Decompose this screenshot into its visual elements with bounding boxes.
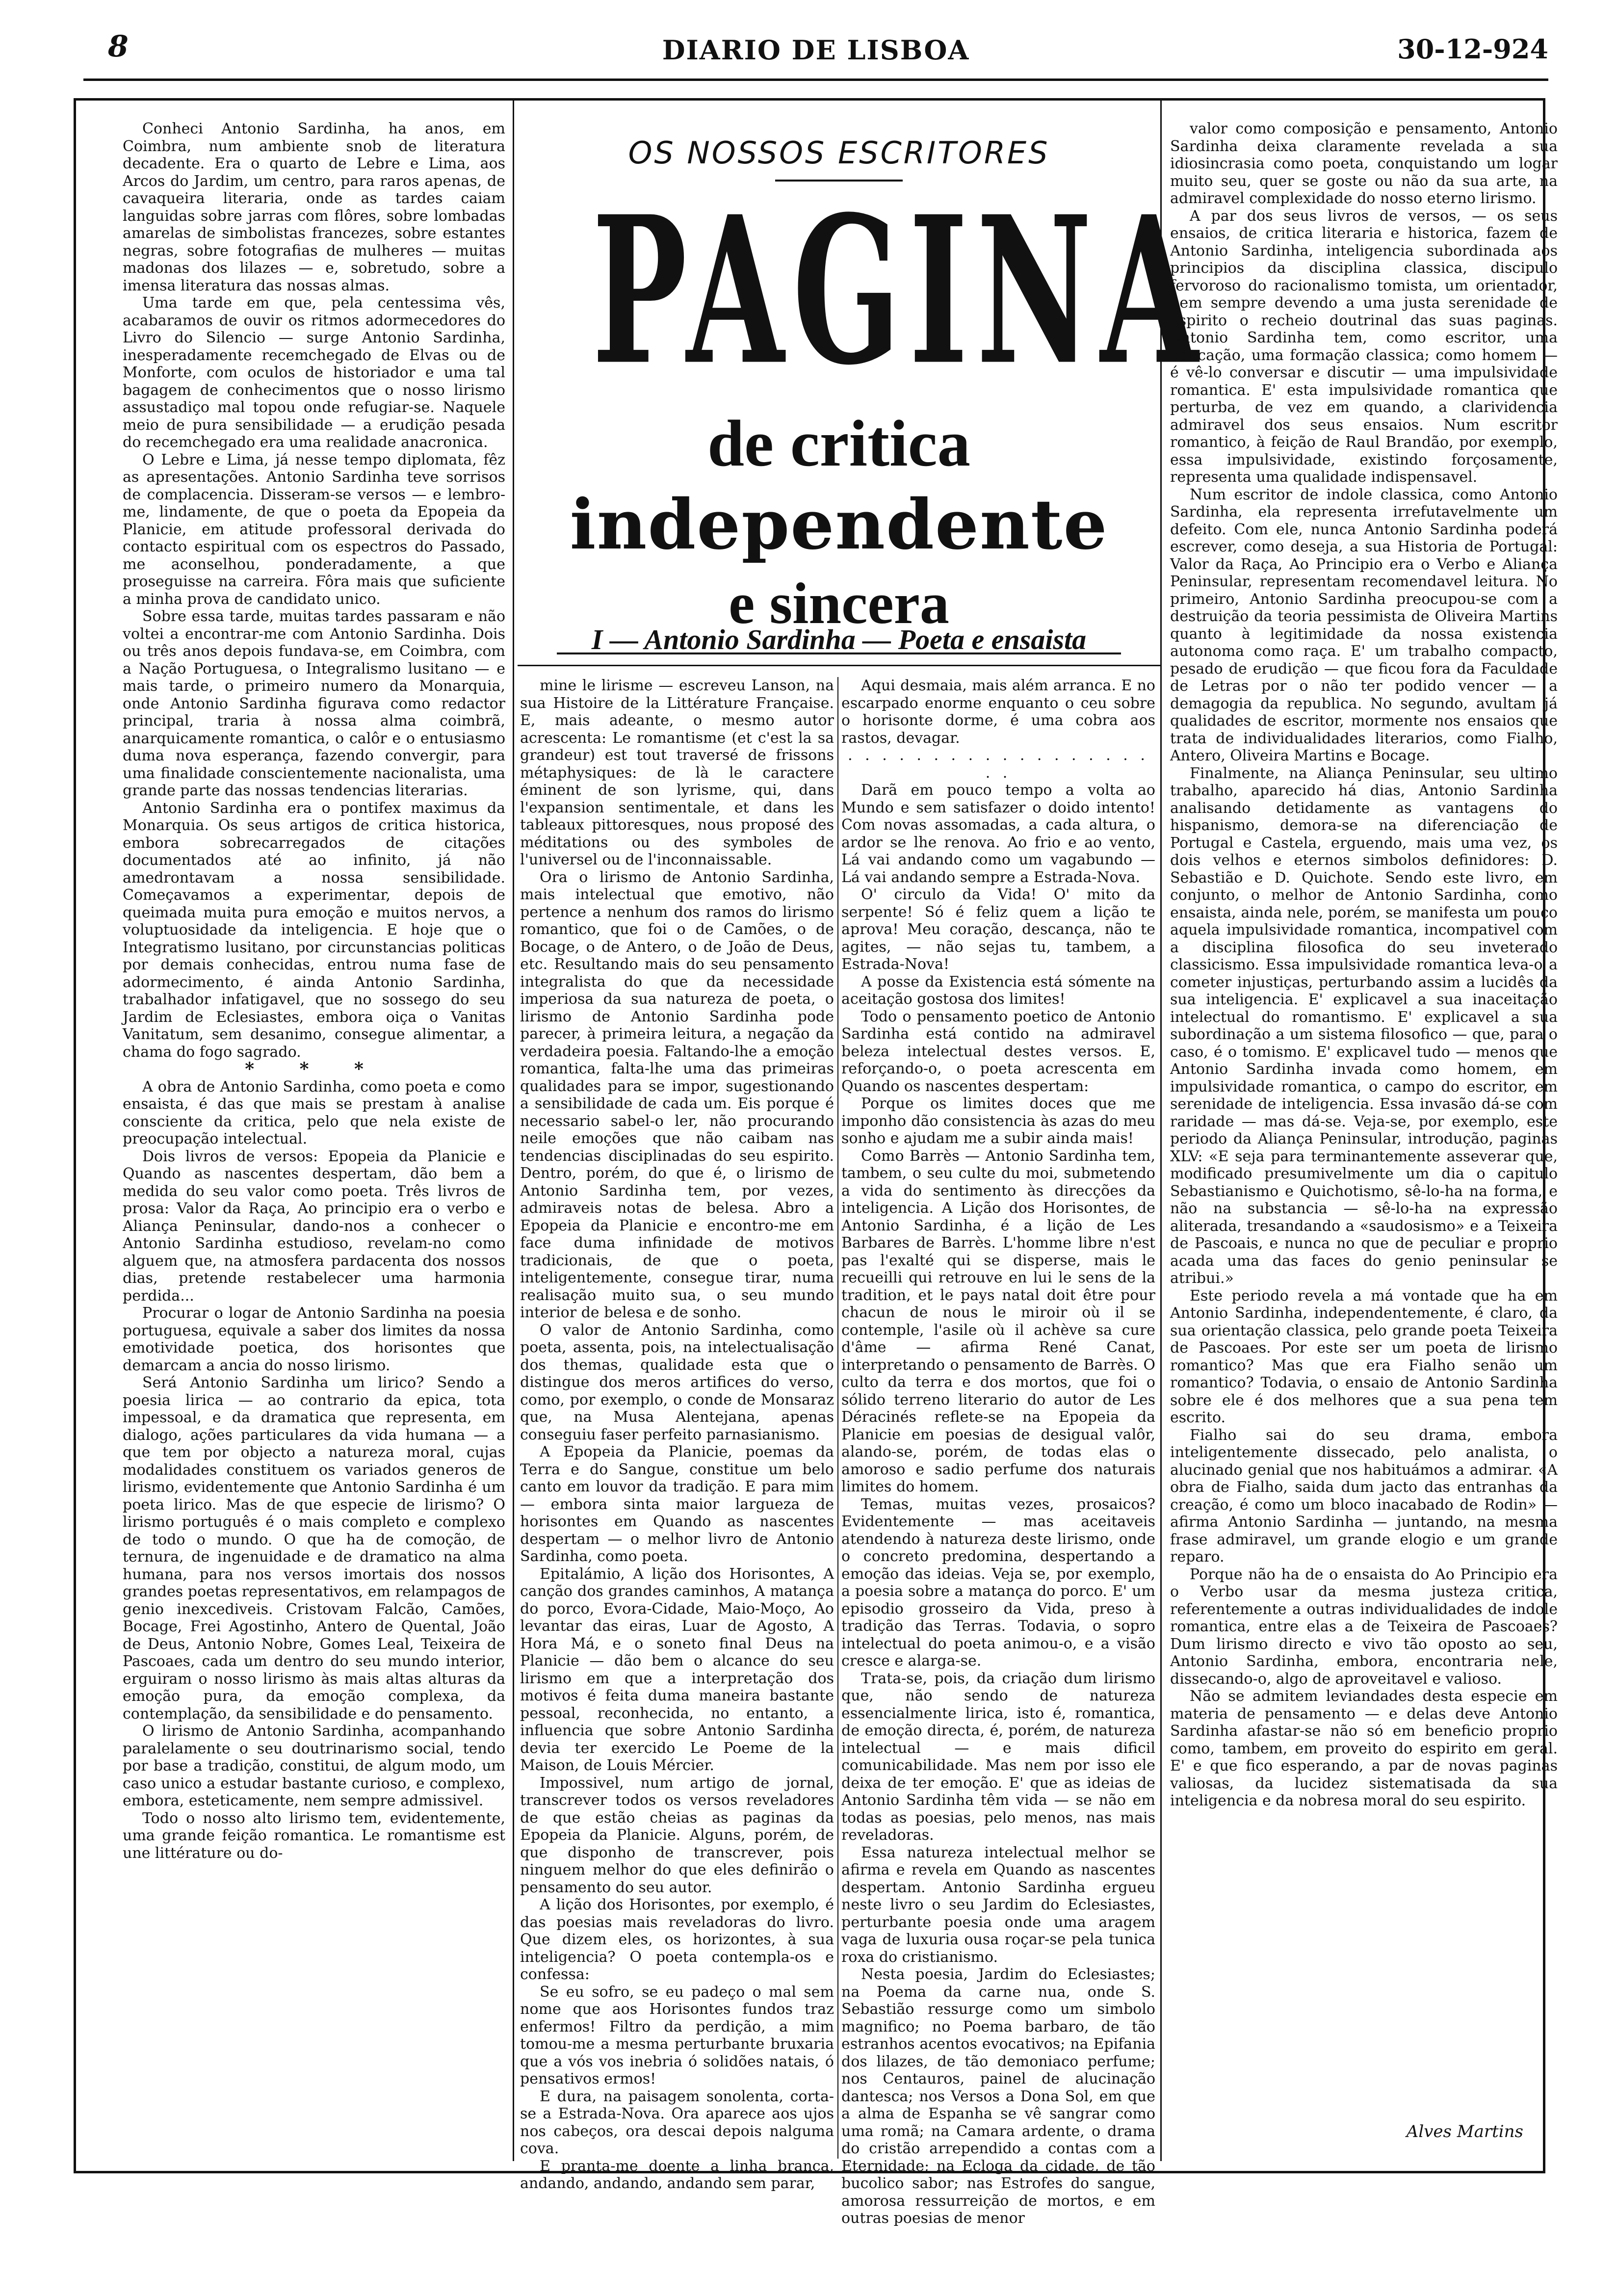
header-rule [83, 78, 1548, 81]
paragraph: Sobre essa tarde, muitas tardes passaram e não voltei a encontrar-me com Antonio Sardinha. Dois ou três anos depois fundava-se, em Coimbra, com a Nação Portuguesa, o Integralismo lusitano — e mais tarde, o primeiro numero da Monarquia, onde Antonio Sardinha figurava como redactor principal, traria à nossa alma coimbrã, anarquicamente romantica, o calôr e o entusiasmo duma nova esperança, fazendo convergir, para uma finalidade conscientemente nacionalista, uma grande parte das nossas tendencias literarias. [123, 608, 505, 799]
paragraph: O lirismo de Antonio Sardinha, acompanhando paralelamente o seu doutrinarismo social, tendo por base a tradição, constitui, de algum modo, um caso unico a estudar bastante curioso, e complexo, embora, esteticamente, nem sempre admissivel. [123, 1722, 505, 1809]
paragraph: Dois livros de versos: Epopeia da Planicie e Quando as nascentes despertam, dão bem a medida do seu valor como poeta. Três livros de prosa: Valor da Raça, Ao principio era o verbo e Aliança Peninsular, dando-nos a conhecer o Antonio Sardinha estudioso, revelam-no como alguem que, na atmosfera pardacenta dos nossos dias, pretende restabelecer uma harmonia perdida... [123, 1148, 505, 1305]
paragraph: Essa natureza intelectual melhor se afirma e revela em Quando as nascentes despertam. Antonio Sardinha ergueu neste livro o seu Jardim do Eclesiastes, perturbante poesia onde uma aragem vaga de luxuria ousa roçar-se pela tunica roxa do cristianismo. [841, 1844, 1155, 1966]
section-title: I — Antonio Sardinha — Poeta e ensaista [591, 624, 1087, 655]
paragraph: Epitalámio, A lição dos Horisontes, A canção dos grandes caminhos, A matança do porco, Evora-Cidade, Maio-Moço, Ao levantar das eiras, Luar de Agosto, A Hora Má, e o soneto final Deus na Planicie — dão bem o alcance do seu lirismo em que a interpretação dos motivos é feita duma maneira bastante pessoal, reconhecida, no entanto, a influencia que sobre Antonio Sardinha devia ter exercido Le Poeme de la Maison, de Louis Mércier. [520, 1565, 834, 1774]
paragraph: Como Barrès — Antonio Sardinha tem, tambem, o seu culte du moi, submetendo a vida do sentimento às direcções da inteligencia. A Lição dos Horisontes, de Antonio Sardinha, é a lição de Les Barbares de Barrès. L'homme libre n'est pas l'exalté qui se disperse, mais le recueilli qui retrouve en lui le sens de la tradition, et le pays natal doit être pour chacun de nous le miroir où il se contemple, l'asile où il achève sa cure d'âme — afirma René Canat, interpretando o pensamento de Barrès. O culto da terra e dos mortos, que foi o sólido terreno literario do autor de Les Déracinés reflete-se na Epopeia da Planicie em poesias de desigual valôr, alando-se, porém, de todas elas o amoroso e sadio perfume dos naturais limites do homem. [841, 1147, 1155, 1495]
paragraph: Procurar o logar de Antonio Sardinha na poesia portuguesa, equivale a saber dos limites da nossa emotividade poetica, dos horisontes que demarcam a ancia do nosso lirismo. [123, 1305, 505, 1374]
paragraph: A lição dos Horisontes, por exemplo, é das poesias mais reveladoras do livro. Que dizem eles, os horizontes, à sua inteligencia? O poeta contempla-os e confessa: [520, 1896, 834, 1983]
paragraph: Antonio Sardinha era o pontifex maximus da Monarquia. Os seus artigos de critica historica, embora sobrecarregados de citações documentados até ao infinito, já não amedrontavam a nossa sensibilidade. Começavamos a experimentar, depois de queimada muita pura emoção e muitos nervos, a voluptuosidade da inteligencia. E hoje que o Integratismo lusitano, por circunstancias politicas por demais conhecidas, entrou numa fase de adormecimento, é ainda Antonio Sardinha, trabalhador infatigavel, que no sossego do seu Jardim de Eclesiastes, embora oiça o Vanitas Vanitatum, sem desanimo, consegue alimentar, a chama do fogo sagrado. [123, 799, 505, 1061]
paragraph: Todo o nosso alto lirismo tem, evidentemente, uma grande feição romantica. Le romantisme est une littérature ou do- [123, 1809, 505, 1862]
page-header [83, 29, 1548, 69]
article-frame [74, 98, 1558, 2227]
headline-line-3: e sincera [729, 571, 949, 636]
paragraph: Todo o pensamento poetico de Antonio Sardinha está contido na admiravel beleza intelectual destes versos. E, reforçando-o, o poeta acrescenta em Quando os nascentes despertam: [841, 1008, 1155, 1095]
paragraph: Num escritor de indole classica, como Antonio Sardinha, ela representa irrefutavelmente um defeito. Com ele, nunca Antonio Sardinha poderá escrever, como deseja, a sua Historia de Portugal: Valor da Raça, Ao Principio era o Verbo e Aliança Peninsular, representam recomendavel leitura. No primeiro, Antonio Sardinha preocupou-se com a destruição da teoria pessimista de Oliveira Martins quanto à legitimidade da nossa existencia autonoma como raça. E' um trabalho compacto, pesado de erudição — que ficou fora da Faculdade de Letras por o não ter podido vencer — a demagogia da republica. No segundo, avultam já qualidades de escritor, mormente nos ensaios que trata de individualidades literarios, como Fialho, Antero, Oliveira Martins e Bocage. [1170, 486, 1558, 764]
paragraph: * * * [245, 1059, 383, 1079]
paragraph: Temas, muitas vezes, prosaicos? Evidentemente — mas aceitaveis atendendo à natureza deste lirismo, onde o concreto predomina, despertando a emoção das ideias. Veja se, por exemplo, a poesia sobre a matança do porco. E' um episodio grosseiro da Vida, preso à tradição das Terras. Todavia, o sopro intelectual do poeta animou-o, e a visão cresce e alarga-se. [841, 1495, 1155, 1670]
paragraph: A Epopeia da Planicie, poemas da Terra e do Sangue, constitue um belo canto em louvor da tradição. E para mim — embora sinta maior largueza de horisontes em Quando as nascentes despertam — o melhor livro de Antonio Sardinha, como poeta. [520, 1443, 834, 1565]
paragraph: A posse da Existencia está sómente na aceitação gostosa dos limites! [841, 973, 1155, 1008]
column-divider-left [513, 101, 514, 2161]
article-column-middle-1 [520, 677, 834, 2192]
paragraph: O Lebre e Lima, já nesse tempo diplomata, fêz as apresentações. Antonio Sardinha teve sorrisos de complacencia. Disseram-se versos — e lembro-me, lindamente, de que o poeta da Epopeia da Planicie, em atitude professoral derivada do contacto espiritual com os espectros do Passado, me aconselhou, ponderadamente, a que proseguisse na carreira. Fôra mais que suficiente a minha prova de candidato unico. [123, 451, 505, 608]
paragraph: Ora o lirismo de Antonio Sardinha, mais intelectual que emotivo, não pertence a nenhum dos ramos do lirismo romantico, que foi o de Camões, o de Bocage, o de Antero, o de João de Deus, etc. Resultando mais do seu pensamento integralista do que da necessidade imperiosa da sua natureza de poeta, o lirismo de Antonio Sardinha pode parecer, à primeira leitura, a negação da verdadeira poesia. Faltando-lhe a emoção romantica, falta-lhe uma das primeiras qualidades para se impor, sugestionando a sensibilidade de cada um. Eis porque é necessario sabel-o ler, não procurando neile emoções que não caibam nas tendencias disciplinadas do seu espirito. Dentro, porém, do que é, o lirismo de Antonio Sardinha tem, por vezes, admiraveis notas de belesa. Abro a Epopeia da Planicie e encontro-me em face duma infinidade de motivos tradicionais, de que o poeta, inteligentemente, consegue tirar, numa realisação muito sua, o seu mundo interior de belesa e de sonho. [520, 868, 834, 1321]
paragraph: Trata-se, pois, da criação dum lirismo que, não sendo de natureza essencialmente lirica, isto é, romantica, de emoção directa, é, porém, de natureza intelectual — e mais dificil comunicabilidade. Mas nem por isso ele deixa de ter emoção. E' que as ideias de Antonio Sardinha têm vida — se não em todas as poesias, pelo menos, nas mais reveladoras. [841, 1670, 1155, 1844]
headline-line-2: independente [570, 485, 1108, 565]
paragraph: Uma tarde em que, pela centessima vês, acabaramos de ouvir os ritmos adormecedores do Livro do Silencio — surge Antonio Sardinha, inesperadamente recemchegado de Elvas ou de Monforte, com oculos de historiador e uma tal bagagem de conhecimentos que o nosso lirismo assustadiço mal topou onde refugiar-se. Naquele meio de pura sensibilidade — a erudição pesada do recemchegado era uma realidade anacronica. [123, 294, 505, 451]
paragraph: A obra de Antonio Sardinha, como poeta e como ensaista, é das que mais se prestam à analise consciente da critica, pelo que nela existe de preocupação intelectual. [123, 1078, 505, 1148]
page-number: 8 [108, 29, 129, 64]
article-column-right [1170, 120, 1558, 2151]
paragraph: E dura, na paisagem sonolenta, corta-se a Estrada-Nova. Ora aparece aos ujos nos cabeços, ora descai depois nalguma cova. [520, 2087, 834, 2157]
headline-title: PAGINA [592, 172, 1207, 410]
section-kicker: OS NOSSOS ESCRITORES [628, 135, 1050, 171]
author-signature: Alves Martins [1406, 2122, 1523, 2141]
paragraph: Nesta poesia, Jardim do Eclesiastes; na Poema da carne nua, onde S. Sebastião ressurge como um simbolo magnifico; no Poema barbaro, de tão estranhos acentos evocativos; na Epifania dos lilazes, de tão demoniaco perfume; nos Centauros, painel de alucinação dantesca; nos Versos a Dona Sol, em que a alma de Espanha se vê sangrar como uma romã; na Camara ardente, o drama do cristão arrependido a contas com a Eternidade; na Ecloga da cidade, de tão bucolico sabor; nas Estrofes do sangue, amorosa ressurreição de mortos, e em outras poesias de menor [841, 1966, 1155, 2227]
paragraph: Se eu sofro, se eu padeço o mal sem nome que aos Horisontes fundos traz enfermos! Filtro da perdição, a mim tomou-me a mesma perturbante bruxaria que a vós vos inebria ó solidões natais, ó pensativos ermos! [520, 1983, 834, 2087]
middle-column-divider [837, 677, 838, 2159]
paragraph: Fialho sai do seu drama, embora inteligentemente dissecado, pelo analista, o alucinado genial que nos habituámos a admirar. «A obra de Fialho, saida dum jacto das entranhas da creação, é como um bloco inacabado de Rodin» — afirma Antonio Sardinha — juntando, na mesma frase admiravel, um grande elogio e um grande reparo. [1170, 1426, 1558, 1565]
paragraph: Será Antonio Sardinha um lirico? Sendo a poesia lirica — ao contrario da epica, tota impessoal, e da dramatica que representa, em dialogo, ações particulares da vida humana — a que tem por objecto a natureza moral, cujas modalidades constituem os variados generos de lirismo, evidentemente que Antonio Sardinha é um poeta lirico. Mas de que especie de lirismo? O lirismo português é o mais completo e complexo de todo o mundo. O que ha de comoção, de ternura, de ingenuidade e de dramatico na alma humana, para nos versos imortais dos nossos grandes poetas representativos, em relampagos de genio inexcediveis. Cristovam Falcão, Camões, Bocage, Frei Agostinho, Antero de Quental, João de Deus, Antonio Nobre, Gomes Leal, Teixeira de Pascoaes, cada um dentro do seu mundo interior, erguiram o nosso lirismo às mais altas alturas da emoção pura, da emoção complexa, da contemplação, da sensibilidade e do pensamento. [123, 1374, 505, 1722]
paragraph: Aqui desmaia, mais além arranca. E no escarpado enorme enquanto o ceu sobre o horisonte dorme, é uma cobra aos rastos, devagar. [841, 677, 1155, 747]
paragraph: Finalmente, na Aliança Peninsular, seu ultimo trabalho, aparecido há dias, Antonio Sardinha analisando detidamente as vantagens do hispanismo, demora-se na diferenciação de Portugal e Castela, erguendo, mais uma vez, os dois velhos e eternos simbolos definidores: D. Sebastião e D. Quichote. Sendo este livro, em conjunto, o melhor de Antonio Sardinha, como ensaista, ainda nele, porém, se manifesta um pouco aquela impulsividade romantica, incompativel com a disciplina filosofica do seu inveterado classicismo. Essa impulsividade romantica leva-o a cometer injustiças, perturbando assim a lucidês da sua inteligencia. E' explicavel a sua inaceitação intelectual do romantismo. E' explicavel a sua subordinação a um sistema filosofico — que, para o caso, é o tomismo. E' explicavel tudo — menos que Antonio Sardinha invada como homem, em impulsividade romantica, o campo do escritor, em serenidade de inteligencia. Essa invasão dá-se com raridade — mas dá-se. Veja-se, por exemplo, este periodo da Aliança Peninsular, introdução, paginas XLV: «E seja para terminantemente asseverar que, modificado presumivelmente um dia o capitulo Sebastianismo e Quichotismo, sê-lo-ha na forma, e não na substancia — sê-lo-ha na expressão aliterada, tresandando a «saudosismo» e a Teixeira de Pascoais, e nunca no que de peculiar e proprio acada uma das faces do genio peninsular se atribui.» [1170, 764, 1558, 1287]
paragraph: Porque não ha de o ensaista do Ao Principio era o Verbo usar da mesma justeza critica, referentemente a outras individualidades de indole romantica, entre elas a de Teixeira de Pascoaes? Dum lirismo directo e vivo tão oposto ao seu, Antonio Sardinha, embora, encontraria nele, dissecando-o, algo de aproveitavel e valioso. [1170, 1565, 1558, 1688]
headline-line-1: de critica [707, 407, 970, 480]
column-divider-right [1160, 101, 1162, 2161]
paragraph: Impossivel, num artigo de jornal, transcrever todos os versos reveladores de que estão cheias as paginas da Epopeia da Planicie. Alguns, porém, de que disponho de transcrever, pois ninguem melhor do que eles definirão o pensamento do seu autor. [520, 1774, 834, 1896]
paragraph: Conheci Antonio Sardinha, ha anos, em Coimbra, num ambiente snob de literatura decadente. Era o quarto de Lebre e Lima, aos Arcos do Jardim, um centro, para raros apenas, de cavaqueira literaria, onde as tardes caiam languidas sobre jarras com flôres, sobre lombadas amarelas de simbolistas francezes, sobre estantes negras, sobre fotografias de mulheres — muitas madonas dos lilazes — e, sobretudo, sobre a imensa literatura das nossas almas. [123, 120, 505, 294]
paragraph: A par dos seus livros de versos, — os seus ensaios, de critica literaria e historica, fazem de Antonio Sardinha, inteligencia subordinada aos principios da disciplina classica, discipulo fervoroso do racionalismo tomista, um orientador, nem sempre devendo a uma justa serenidade de espirito o recheio doutrinal das suas paginas. Antonio Sardinha tem, como escritor, uma educação, uma formação classica; como homem — é vê-lo conversar e discutir — uma impulsividade romantica. E' esta impulsividade romantica que perturba, de vez em quando, a clarividencia admiravel dos seus ensaios. Num escritor romantico, à feição de Raul Brandão, por exemplo, essa impulsividade, existindo forçosamente, representa uma qualidade indispensavel. [1170, 207, 1558, 486]
paragraph: Porque os limites doces que me imponho dão consistencia às azas do meu sonho e ajudam me a subir ainda mais! [841, 1095, 1155, 1147]
issue-date: 30-12-924 [1397, 33, 1548, 65]
paragraph: E pranta-me doente a linha branca, andando, andando, andando sem parar, [520, 2157, 834, 2192]
paragraph: Darã em pouco tempo a volta ao Mundo e sem satisfazer o doido intento! Com novas assomadas, a cada altura, o ardor se lhe renova. Ao frio e ao vento, Lá vai andando como um vagabundo — Lá vai andando sempre a Estrada-Nova. [841, 782, 1155, 886]
newspaper-name: DIARIO DE LISBOA [662, 34, 970, 66]
headline-banner [522, 130, 1207, 654]
paragraph: valor como composição e pensamento, Antonio Sardinha deixa claramente revelada a sua idiosincrasia como poeta, conquistando um logar muito seu, quer se goste ou não da sua arte, na admiravel complexidade do nosso eterno lirismo. [1170, 120, 1558, 207]
article-column-left [123, 120, 505, 2151]
section-rule [518, 665, 1160, 666]
article-column-middle-2 [841, 677, 1155, 2227]
paragraph: O valor de Antonio Sardinha, como poeta, assenta, pois, na intelectualisação dos themas, qualidade esta que o distingue dos meros artifices do verso, como, por exemplo, o conde de Monsaraz que, na Musa Alentejana, apenas conseguiu faser perfeito parnasianismo. [520, 1321, 834, 1443]
paragraph: Não se admitem leviandades desta especie em materia de pensamento — e delas deve Antonio Sardinha afastar-se não só em beneficio proprio como, tambem, em proveito do espirito em geral. E' e que fico esperando, a par de novas paginas valiosas, da lucidez sistematisada da sua inteligencia e da nobresa moral do seu espirito. [1170, 1688, 1558, 1809]
paragraph: O' circulo da Vida! O' mito da serpente! Só é feliz quem a lição te aprova! Meu coração, descança, não te agites, — não sejas tu, tambem, a Estrada-Nova! [841, 886, 1155, 973]
paragraph: mine le lirisme — escreveu Lanson, na sua Histoire de la Littérature Française. E, mais adeante, o mesmo autor acrescenta: Le romantisme (et c'est la sa grandeur) est tout traversé de frissons métaphysiques: de là le caractere éminent de son lyrisme, qui, dans l'expansion sentimentale, et dans les tableaux pittoresques, nous proposé des méditations ou des symboles de l'universel ou de l'inconnaissable. [520, 677, 834, 868]
paragraph: . . . . . . . . . . . . . . . . . . . . [848, 747, 1149, 782]
paragraph: Este periodo revela a má vontade que ha em Antonio Sardinha, independentemente, é claro, da sua orientação classica, pelo grande poeta Teixeira de Pascoaes. Por este ser um poeta de lirismo romantico? Mas que era Fialho senão um romantico? Todavia, o ensaio de Antonio Sardinha sobre ele é dos melhores que a sua pena tem escrito. [1170, 1287, 1558, 1426]
